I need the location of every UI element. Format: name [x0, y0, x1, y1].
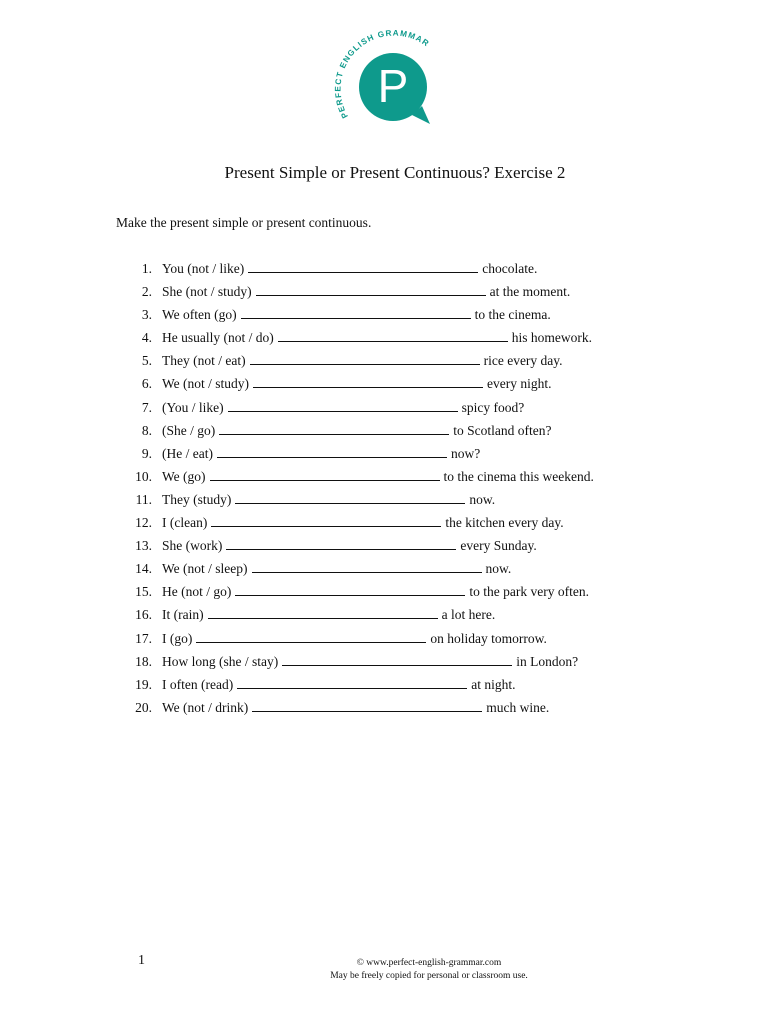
item-continuation: his homework.	[511, 330, 592, 346]
item-continuation: to the park very often.	[469, 584, 589, 600]
item-sentence	[162, 352, 563, 370]
item-continuation: now?	[450, 445, 481, 461]
item-sentence	[162, 676, 515, 694]
answer-blank[interactable]	[196, 630, 426, 643]
item-prompt: I (clean)	[162, 515, 208, 531]
logo-graphic	[324, 28, 444, 132]
item-prompt: They (study)	[162, 491, 232, 507]
item-number: 15.	[135, 584, 152, 600]
logo-arc-text: PERFECT ENGLISH GRAMMAR	[333, 28, 432, 120]
item-prompt: You (not / like)	[162, 261, 245, 276]
page-number: 1	[138, 953, 145, 968]
item-number: 5.	[141, 353, 152, 369]
item-sentence	[162, 583, 589, 601]
item-continuation: at night.	[471, 676, 516, 692]
item-prompt: It (rain)	[162, 607, 204, 623]
item-sentence	[162, 630, 547, 648]
item-continuation: much wine.	[486, 699, 550, 715]
item-continuation: a lot here.	[441, 607, 496, 623]
item-continuation: the kitchen every day.	[445, 515, 564, 531]
item-sentence	[162, 375, 552, 393]
answer-blank[interactable]	[211, 514, 441, 527]
footer-copyright: © www.perfect-english-grammar.com	[356, 958, 502, 968]
item-prompt: They (not / eat)	[162, 353, 246, 369]
instruction-text: Make the present simple or present continuous.	[116, 215, 372, 230]
item-continuation: in London?	[516, 653, 579, 669]
item-sentence	[162, 699, 549, 717]
brand-logo	[324, 28, 444, 132]
item-continuation: now.	[469, 491, 496, 507]
item-number: 18.	[135, 653, 152, 669]
item-number: 19.	[135, 676, 152, 692]
item-sentence	[162, 491, 495, 509]
answer-blank[interactable]	[248, 260, 478, 273]
item-prompt: We (not / drink)	[162, 699, 249, 715]
item-number: 11.	[135, 491, 152, 507]
item-prompt: He usually (not / do)	[162, 330, 274, 346]
answer-blank[interactable]	[237, 676, 467, 689]
item-prompt: (You / like)	[162, 399, 224, 415]
answer-blank[interactable]	[252, 560, 482, 573]
answer-blank[interactable]	[282, 653, 512, 666]
item-prompt: We often (go)	[162, 307, 237, 323]
item-prompt: How long (she / stay)	[162, 653, 279, 669]
item-sentence	[162, 329, 592, 347]
item-sentence	[162, 537, 537, 555]
item-prompt: She (not / study)	[162, 284, 252, 300]
item-continuation: every Sunday.	[460, 538, 537, 554]
answer-blank[interactable]	[256, 283, 486, 296]
answer-blank[interactable]	[228, 399, 458, 412]
answer-blank[interactable]	[253, 375, 483, 388]
page-title: Present Simple or Present Continuous? Exercise 2	[224, 163, 566, 182]
item-number: 4.	[141, 330, 152, 346]
item-continuation: chocolate.	[482, 261, 538, 276]
item-prompt: We (not / sleep)	[162, 561, 248, 577]
item-prompt: He (not / go)	[162, 584, 232, 600]
item-number: 17.	[135, 630, 152, 646]
answer-blank[interactable]	[241, 306, 471, 319]
answer-blank[interactable]	[278, 329, 508, 342]
item-number: 2.	[141, 284, 152, 300]
item-number: 1.	[141, 261, 152, 276]
item-number: 10.	[135, 468, 152, 484]
item-number: 14.	[135, 561, 152, 577]
item-prompt: I often (read)	[162, 676, 234, 692]
item-sentence	[162, 653, 578, 671]
logo-letter: P	[377, 60, 409, 112]
answer-blank[interactable]	[217, 445, 447, 458]
answer-blank[interactable]	[235, 583, 465, 596]
item-number: 7.	[141, 399, 152, 415]
footer-note: May be freely copied for personal or classroom use.	[330, 971, 528, 981]
item-continuation: to Scotland often?	[453, 422, 552, 438]
answer-blank[interactable]	[250, 352, 480, 365]
item-number: 20.	[135, 699, 152, 715]
item-prompt: (He / eat)	[162, 445, 213, 461]
item-number: 13.	[135, 538, 152, 554]
item-number: 16.	[135, 607, 152, 623]
item-sentence	[162, 306, 551, 324]
item-sentence	[162, 445, 480, 463]
item-number: 8.	[141, 422, 152, 438]
footer	[0, 957, 768, 983]
item-sentence	[162, 283, 570, 301]
answer-blank[interactable]	[219, 422, 449, 435]
item-sentence	[162, 560, 511, 578]
answer-blank[interactable]	[235, 491, 465, 504]
item-number: 9.	[141, 445, 152, 461]
answer-blank[interactable]	[208, 606, 438, 619]
item-continuation: spicy food?	[461, 399, 525, 415]
item-continuation: now.	[485, 561, 512, 577]
item-continuation: to the cinema this weekend.	[443, 468, 594, 484]
item-sentence	[162, 422, 551, 440]
item-number: 6.	[141, 376, 152, 392]
item-continuation: on holiday tomorrow.	[430, 630, 547, 646]
answer-blank[interactable]	[226, 537, 456, 550]
item-continuation: to the cinema.	[474, 307, 551, 323]
answer-blank[interactable]	[210, 468, 440, 481]
item-prompt: We (go)	[162, 468, 206, 484]
item-prompt: I (go)	[162, 630, 193, 646]
item-continuation: every night.	[487, 376, 552, 392]
item-sentence	[162, 514, 564, 532]
item-sentence	[162, 260, 537, 278]
item-sentence	[162, 606, 495, 624]
item-continuation: rice every day.	[483, 353, 563, 369]
item-prompt: She (work)	[162, 538, 223, 554]
item-number: 12.	[135, 515, 152, 531]
item-sentence	[162, 468, 594, 486]
item-number: 3.	[141, 307, 152, 323]
item-continuation: at the moment.	[489, 284, 571, 300]
item-prompt: (She / go)	[162, 422, 216, 438]
item-prompt: We (not / study)	[162, 376, 250, 392]
item-sentence	[162, 399, 524, 417]
answer-blank[interactable]	[252, 699, 482, 712]
